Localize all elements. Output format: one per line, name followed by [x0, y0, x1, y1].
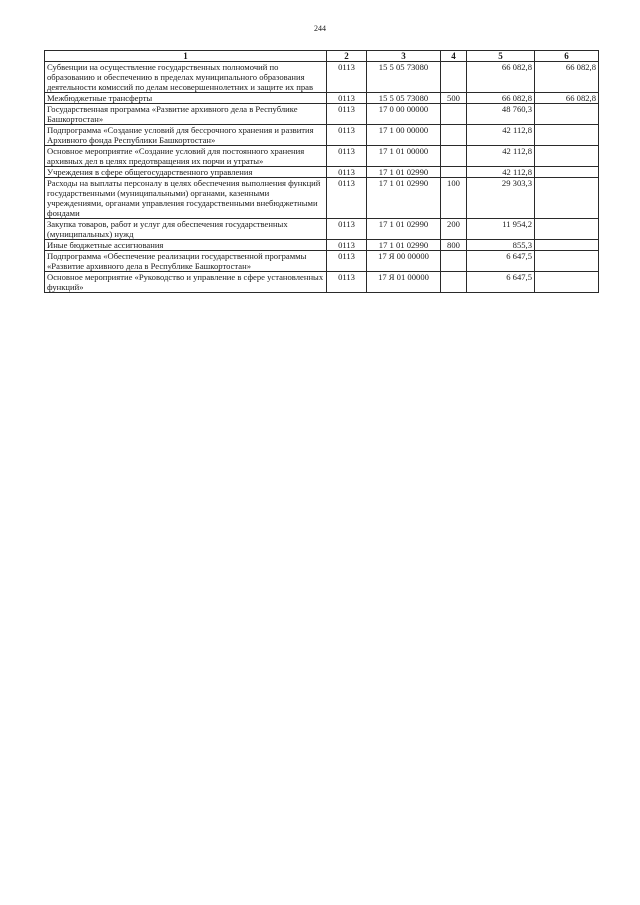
row-target-code: 17 1 01 02990: [367, 167, 441, 178]
table-row: [45, 167, 599, 178]
row-section-code: 0113: [327, 240, 367, 251]
row-amount-col6: [535, 125, 599, 146]
table-row: [45, 104, 599, 125]
row-name: Иные бюджетные ассигнования: [45, 240, 327, 251]
row-amount: 42 112,8: [467, 167, 535, 178]
row-amount-col6: 66 082,8: [535, 93, 599, 104]
row-section-code: 0113: [327, 146, 367, 167]
row-expense-type: [441, 272, 467, 293]
row-amount-col6: [535, 146, 599, 167]
row-amount-col6: [535, 272, 599, 293]
table-row: [45, 93, 599, 104]
column-header: 4: [441, 51, 467, 62]
row-section-code: 0113: [327, 62, 367, 93]
row-amount: 42 112,8: [467, 125, 535, 146]
row-section-code: 0113: [327, 219, 367, 240]
column-header: 2: [327, 51, 367, 62]
column-header: 3: [367, 51, 441, 62]
row-amount-col6: [535, 240, 599, 251]
budget-table: [44, 50, 599, 293]
row-amount: 29 303,3: [467, 178, 535, 219]
row-amount-col6: [535, 251, 599, 272]
row-section-code: 0113: [327, 104, 367, 125]
row-amount: 66 082,8: [467, 62, 535, 93]
table-header-row: [45, 51, 599, 62]
row-section-code: 0113: [327, 178, 367, 219]
row-amount-col6: [535, 104, 599, 125]
row-name: Государственная программа «Развитие архивного дела в Республике Башкортостан»: [45, 104, 327, 125]
row-target-code: 17 Я 01 00000: [367, 272, 441, 293]
row-expense-type: [441, 167, 467, 178]
row-target-code: 17 Я 00 00000: [367, 251, 441, 272]
row-target-code: 15 5 05 73080: [367, 93, 441, 104]
row-name: Учреждения в сфере общегосударственного управления: [45, 167, 327, 178]
row-expense-type: 500: [441, 93, 467, 104]
row-expense-type: [441, 251, 467, 272]
column-header: 6: [535, 51, 599, 62]
row-target-code: 17 1 01 00000: [367, 146, 441, 167]
row-name: Субвенции на осуществление государственных полномочий по образованию и обеспечению в пределах муниципального образования деятельности комиссий по делам несовершеннолетних и защите их прав: [45, 62, 327, 93]
row-name: Основное мероприятие «Создание условий для постоянного хранения архивных дел в целях предотвращения их порчи и утраты»: [45, 146, 327, 167]
row-expense-type: [441, 125, 467, 146]
row-target-code: 15 5 05 73080: [367, 62, 441, 93]
row-name: Основное мероприятие «Руководство и управление в сфере установленных функций»: [45, 272, 327, 293]
row-amount: 48 760,3: [467, 104, 535, 125]
table-row: [45, 272, 599, 293]
table-row: [45, 178, 599, 219]
row-expense-type: 200: [441, 219, 467, 240]
row-name: Подпрограмма «Создание условий для бессрочного хранения и развития Архивного фонда Республики Башкортостан»: [45, 125, 327, 146]
row-section-code: 0113: [327, 251, 367, 272]
row-amount-col6: [535, 178, 599, 219]
row-target-code: 17 1 01 02990: [367, 178, 441, 219]
row-amount-col6: [535, 167, 599, 178]
table-row: [45, 125, 599, 146]
row-amount: 11 954,2: [467, 219, 535, 240]
row-expense-type: 100: [441, 178, 467, 219]
row-target-code: 17 1 00 00000: [367, 125, 441, 146]
row-amount: 6 647,5: [467, 272, 535, 293]
row-expense-type: [441, 104, 467, 125]
row-section-code: 0113: [327, 167, 367, 178]
table-row: [45, 62, 599, 93]
row-amount: 855,3: [467, 240, 535, 251]
row-target-code: 17 1 01 02990: [367, 219, 441, 240]
row-amount-col6: 66 082,8: [535, 62, 599, 93]
row-section-code: 0113: [327, 125, 367, 146]
row-target-code: 17 0 00 00000: [367, 104, 441, 125]
row-name: Закупка товаров, работ и услуг для обеспечения государственных (муниципальных) нужд: [45, 219, 327, 240]
row-amount: 42 112,8: [467, 146, 535, 167]
row-target-code: 17 1 01 02990: [367, 240, 441, 251]
table-row: [45, 146, 599, 167]
column-header: 1: [45, 51, 327, 62]
row-name: Подпрограмма «Обеспечение реализации государственной программы «Развитие архивного дела в Республике Башкортостан»: [45, 251, 327, 272]
row-section-code: 0113: [327, 272, 367, 293]
row-expense-type: [441, 62, 467, 93]
table-row: [45, 251, 599, 272]
row-amount: 66 082,8: [467, 93, 535, 104]
table-row: [45, 219, 599, 240]
row-expense-type: 800: [441, 240, 467, 251]
row-name: Межбюджетные трансферты: [45, 93, 327, 104]
row-section-code: 0113: [327, 93, 367, 104]
row-name: Расходы на выплаты персоналу в целях обеспечения выполнения функций государственными (муниципальными) органами, казенными учреждениями, органами управления государственными внебюджетными фондами: [45, 178, 327, 219]
row-expense-type: [441, 146, 467, 167]
row-amount: 6 647,5: [467, 251, 535, 272]
row-amount-col6: [535, 219, 599, 240]
table-row: [45, 240, 599, 251]
page-number: 244: [314, 24, 326, 33]
column-header: 5: [467, 51, 535, 62]
